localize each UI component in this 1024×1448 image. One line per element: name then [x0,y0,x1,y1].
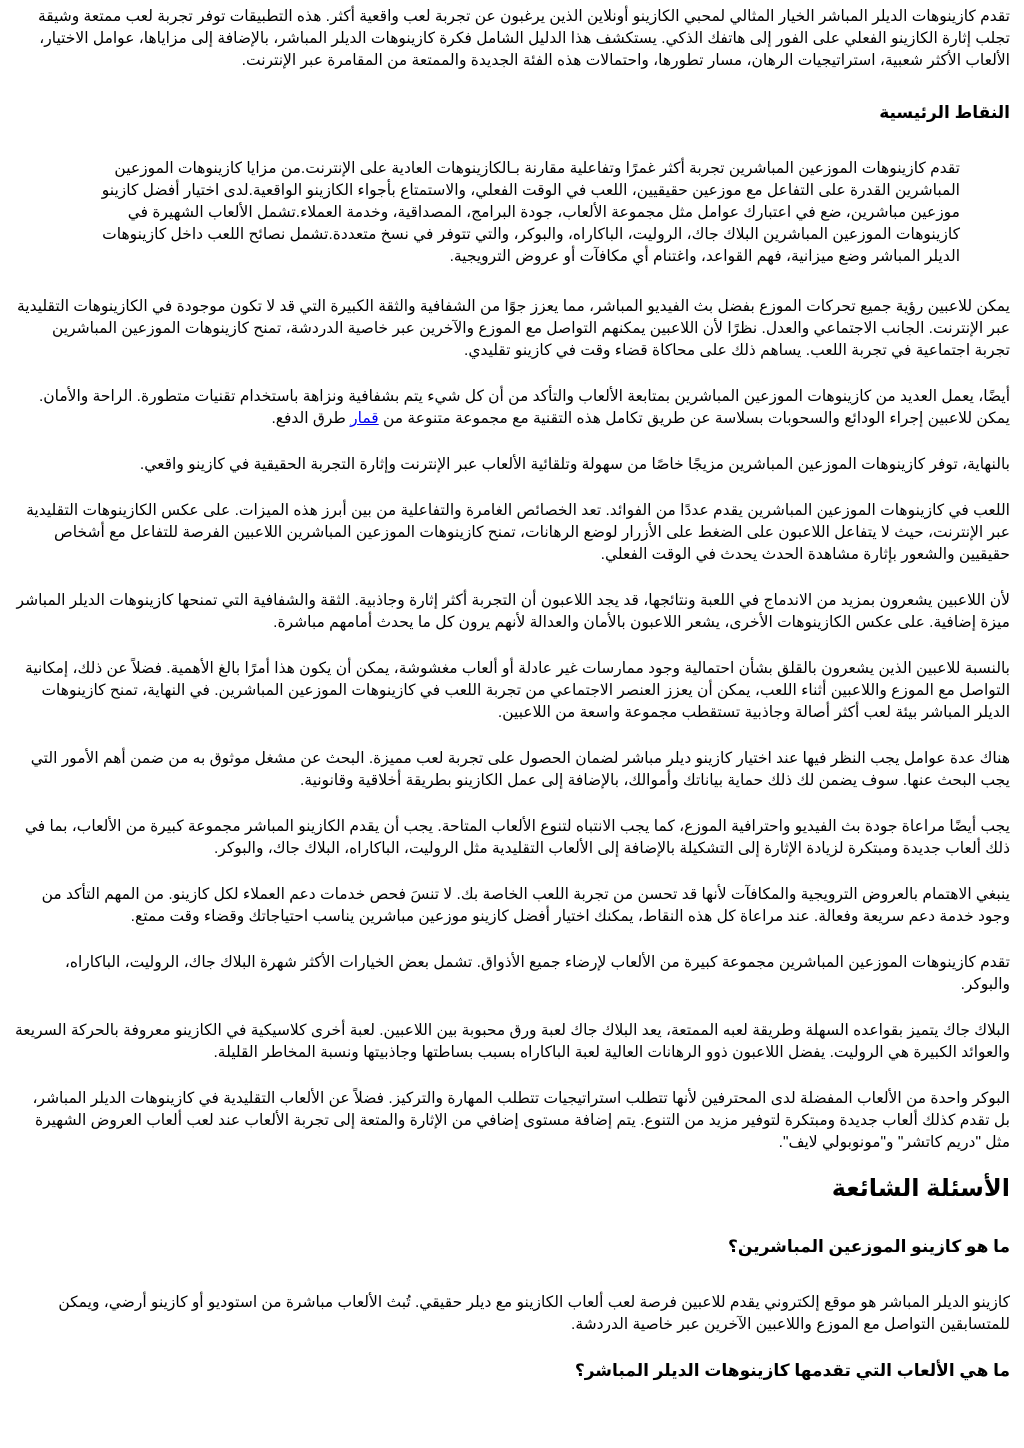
poker-paragraph: البوكر واحدة من الألعاب المفضلة لدى المحترفين لأنها تتطلب استراتيجيات تتطلب المهارة والتركيز. فضلاً عن الألعاب التقليدية في كازينوهات الديلر المباشر، بل تقدم كذلك ألعاب جديدة ومبتكرة لتوفير مزيد من التنوع. يتم إضافة مستوى إضافي من الإثارة والمتعة إلى تجربة الألعاب عند لعب ألعاب العروض الشهيرة مثل "دريم كاتشر" و"مونوبولي لايف". [32,1090,1010,1151]
summary-paragraph: بالنهاية، توفر كازينوهات الموزعين المباشرين مزيجًا خاصًا من سهولة وتلقائية الألعاب عبر الإنترنت وإثارة التجربة الحقيقية في كازينو واقعي. [139,456,1010,473]
faq-question: ما هو كازينو الموزعين المباشرين؟ [728,1237,1010,1256]
key-points-heading: النقاط الرئيسية [879,103,1010,122]
security-text-after: طرق الدفع. [271,410,351,427]
transparency-paragraph: يمكن للاعبين رؤية جميع تحركات الموزع بفضل بث الفيديو المباشر، مما يعزز جوًا من الشفافية والثقة الكبيرة التي قد لا تكون موجودة في الكازينوهات التقليدية عبر الإنترنت. الجانب الاجتماعي والعدل. نظرًا لأن اللاعبين يمكنهم التواصل مع الموزع والآخرين عبر خاصية الدردشة، تمنح كازينوهات الموزعين المباشرين تجربة اجتماعية في تجربة اللعب. يساهم ذلك على محاكاة قضاء وقت في كازينو تقليدي. [16,298,1010,359]
quality-paragraph: يجب أيضًا مراعاة جودة بث الفيديو واحترافية الموزع، كما يجب الانتباه لتنوع الألعاب المتاحة. يجب أن يقدم الكازينو المباشر مجموعة كبيرة من الألعاب، بما في ذلك ألعاب جديدة ومبتكرة لزيادة الإثارة إلى التشكيلة بالإضافة إلى الألعاب التقليدية مثل الروليت، الباكاراه، البلاك جاك، والبوكر. [24,818,1010,857]
security-paragraph [14,386,1010,430]
promotions-paragraph: ينبغي الاهتمام بالعروض الترويجية والمكافآت لأنها قد تحسن من تجربة اللعب الخاصة بك. لا تنسَ فحص خدمات دعم العملاء لكل كازينو. من المهم التأكد من وجود خدمة دعم سريعة وفعالة. عند مراعاة كل هذه النقاط، يمكنك اختيار أفضل كازينو موزعين مباشرين يناسب احتياجاتك وقضاء وقت ممتع. [41,886,1010,925]
choosing-paragraph: هناك عدة عوامل يجب النظر فيها عند اختيار كازينو ديلر مباشر لضمان الحصول على تجربة لعب مميزة. البحث عن مشغل موثوق به من ضمن أهم الأمور التي يجب البحث عنها. سوف يضمن لك ذلك حماية بياناتك وأموالك، بالإضافة إلى عمل الكازينو بطريقة أخلاقية وقانونية. [30,750,1010,789]
security-text-before: أيضًا، يعمل العديد من كازينوهات الموزعين المباشرين بمتابعة الألعاب والتأكد من أن كل شيء يتم بشفافية ونزاهة باستخدام تقنيات متطورة. الراحة والأمان. يمكن للاعبين إجراء الودائع والسحوبات بسلاسة عن طريق تكامل هذه التقنية مع مجموعة متنوعة من [38,388,1010,427]
faq-heading: الأسئلة الشائعة [831,1175,1010,1202]
gambling-link[interactable]: قمار [350,410,379,427]
intro-paragraph: تقدم كازينوهات الديلر المباشر الخيار المثالي لمحبي الكازينو أونلاين الذين يرغبون عن تجربة لعب واقعية أكثر. هذه التطبيقات توفر تجربة لعب ممتعة وشيقة تجلب إثارة الكازينو الفعلي على الفور إلى هاتفك الذكي. يستكشف هذا الدليل الشامل فكرة كازينوهات الديلر المباشر، بالإضافة إلى مزاياها، عوامل الاختيار، الألعاب الأكثر شعبية، استراتيجيات الرهان، مسار تطورها، واحتمالات هذه الفئة الجديدة والممتعة من المقامرة عبر الإنترنت. [37,8,1010,69]
faq-answer: كازينو الديلر المباشر هو موقع إلكتروني يقدم للاعبين فرصة لعب ألعاب الكازينو مع ديلر حقيقي. تُبث الألعاب مباشرة من استوديو أو كازينو أرضي، ويمكن للمتسابقين التواصل مع الموزع واللاعبين الآخرين عبر خاصية الدردشة. [58,1294,1010,1333]
trust-paragraph: لأن اللاعبين يشعرون بمزيد من الاندماج في اللعبة ونتائجها، قد يجد اللاعبون أن التجربة أكثر إثارة وجاذبية. الثقة والشفافية التي تمنحها كازينوهات الديلر المباشر ميزة إضافية. على عكس الكازينوهات الأخرى، يشعر اللاعبون بالأمان والعدالة لأنهم يرون كل ما يحدث أمامهم مباشرة. [16,592,1010,631]
benefits-paragraph: اللعب في كازينوهات الموزعين المباشرين يقدم عددًا من الفوائد. تعد الخصائص الغامرة والتفاعلية من بين أبرز هذه الميزات. على عكس الكازينوهات التقليدية عبر الإنترنت، حيث لا يتفاعل اللاعبون على الضغط على الأزرار لوضع الرهانات، تمنح كازينوهات الموزعين المباشرين اللاعبين الفرصة للتفاعل مع أشخاص حقيقيين والشعور بإثارة مشاهدة الحدث يحدث في الوقت الفعلي. [26,502,1010,563]
games-paragraph: تقدم كازينوهات الموزعين المباشرين مجموعة كبيرة من الألعاب لإرضاء جميع الأذواق. تشمل بعض الخيارات الأكثر شهرة البلاك جاك، الروليت، الباكاراه، والبوكر. [64,954,1010,993]
social-paragraph: بالنسبة للاعبين الذين يشعرون بالقلق بشأن احتمالية وجود ممارسات غير عادلة أو ألعاب مغشوشة، يمكن أن يكون هذا أمرًا بالغ الأهمية. فضلاً عن ذلك، إمكانية التواصل مع الموزع واللاعبين أثناء اللعب، يمكن أن يعزز العنصر الاجتماعي من تجربة اللعب في كازينوهات الموزعين المباشرين. في النهاية، تمنح كازينوهات الديلر المباشر بيئة لعب أكثر أصالة وجاذبية تستقطب مجموعة واسعة من اللاعبين. [25,660,1010,721]
blackjack-paragraph: البلاك جاك يتميز بقواعده السهلة وطريقة لعبه الممتعة، يعد البلاك جاك لعبة ورق محبوبة بين اللاعبين. لعبة أخرى كلاسيكية في الكازينو معروفة بالحركة السريعة والعوائد الكبيرة هي الروليت. يفضل اللاعبون ذوو الرهانات العالية لعبة الباكاراه بسبب بساطتها وجاذبيتها ونسبة المخاطر القليلة. [15,1022,1010,1061]
faq-question: ما هي الألعاب التي تقدمها كازينوهات الديلر المباشر؟ [574,1361,1010,1380]
key-points-text: تقدم كازينوهات الموزعين المباشرين تجربة أكثر غمرًا وتفاعلية مقارنة بـالكازينوهات العادية على الإنترنت.من مزايا كازينوهات الموزعين المباشرين القدرة على التفاعل مع موزعين حقيقيين، اللعب في الوقت الفعلي، والاستمتاع بأجواء الكازينو الواقعية.لدى اختيار أفضل كازينو موزعين مباشرين، ضع في اعتبارك عوامل مثل مجموعة الألعاب، جودة البرامج، المصداقية، وخدمة العملاء.تشمل الألعاب الشهيرة في كازينوهات الموزعين المباشرين البلاك جاك، الروليت، الباكاراه، والبوكر، والتي تتوفر في نسخ متعددة.تشمل نصائح اللعب داخل كازينوهات الديلر المباشر وضع ميزانية، فهم القواعد، واغتنام أي مكافآت أو عروض الترويجية. [101,160,960,265]
